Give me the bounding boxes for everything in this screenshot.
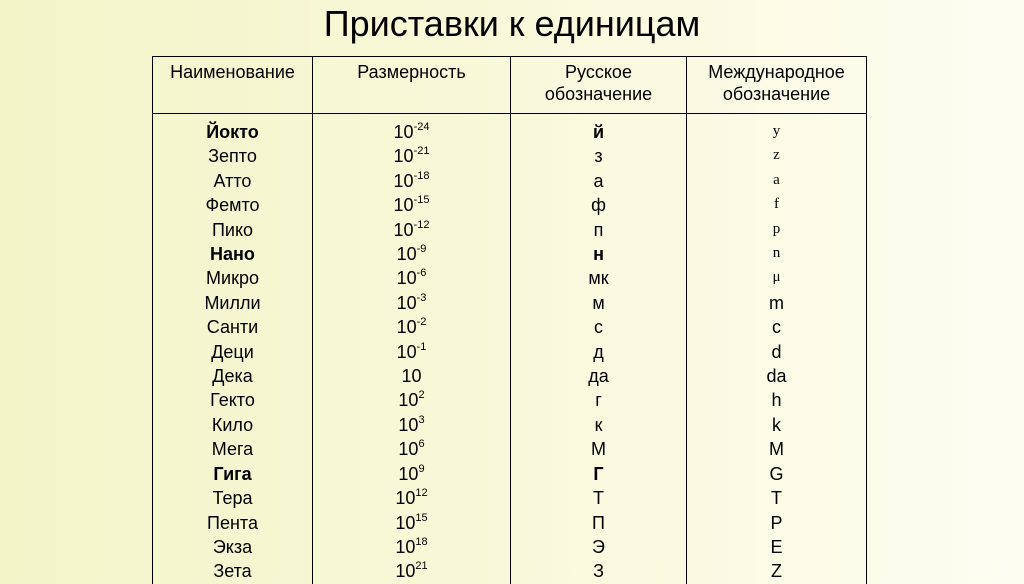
russian-symbol: с (511, 315, 687, 339)
prefix-dimension (313, 511, 511, 535)
table-header-row (153, 57, 867, 114)
prefix-name: Деци (153, 340, 313, 364)
prefix-name: Нано (153, 242, 313, 266)
russian-symbol: Т (511, 486, 687, 510)
table-row (153, 144, 867, 168)
prefix-dimension (313, 559, 511, 583)
dimension-base: 10 (396, 244, 417, 265)
prefix-dimension (313, 144, 511, 168)
table-row (153, 462, 867, 486)
russian-symbol: З (511, 559, 687, 583)
prefix-name: Дека (153, 364, 313, 388)
dimension-exponent: -3 (416, 291, 427, 304)
russian-symbol: мк (511, 266, 687, 290)
international-symbol: μ (687, 266, 867, 290)
international-symbol: c (687, 315, 867, 339)
russian-symbol: Э (511, 535, 687, 559)
international-symbol: M (687, 437, 867, 461)
dimension-base: 10 (396, 341, 417, 362)
prefix-dimension (313, 388, 511, 412)
table-row (153, 169, 867, 193)
international-symbol: m (687, 291, 867, 315)
dimension-base: 10 (398, 390, 419, 411)
table-row (153, 388, 867, 412)
column-header-russian-symbol: Русское обозначение (511, 57, 687, 114)
international-symbol: Z (687, 559, 867, 583)
dimension-exponent: -6 (416, 267, 427, 280)
dimension-exponent: 18 (415, 535, 428, 548)
dimension-exponent: 6 (418, 438, 425, 451)
prefix-dimension (313, 291, 511, 315)
table-body (153, 114, 867, 584)
table-row (153, 364, 867, 388)
prefix-name: Микро (153, 266, 313, 290)
prefix-dimension (313, 364, 511, 388)
table-row (153, 114, 867, 145)
dimension-base: 10 (395, 512, 416, 533)
russian-symbol: п (511, 218, 687, 242)
dimension-exponent: 2 (418, 389, 425, 402)
russian-symbol: н (511, 242, 687, 266)
prefix-name: Пента (153, 511, 313, 535)
dimension-exponent: -18 (413, 169, 430, 182)
russian-symbol: Г (511, 462, 687, 486)
russian-symbol: а (511, 169, 687, 193)
dimension-exponent: 9 (418, 462, 425, 475)
table-row (153, 266, 867, 290)
dimension-exponent: -15 (413, 194, 430, 207)
russian-symbol: й (511, 114, 687, 145)
international-symbol: y (687, 114, 867, 145)
table-row (153, 413, 867, 437)
dimension-base: 10 (396, 317, 417, 338)
table-row (153, 193, 867, 217)
dimension-base: 10 (395, 488, 416, 509)
prefix-name: Санти (153, 315, 313, 339)
prefix-name: Зета (153, 559, 313, 583)
prefix-table (152, 56, 867, 584)
prefix-dimension (313, 535, 511, 559)
international-symbol: G (687, 462, 867, 486)
international-symbol: f (687, 193, 867, 217)
prefix-name: Гекто (153, 388, 313, 412)
international-symbol: E (687, 535, 867, 559)
dimension-exponent: -2 (416, 316, 427, 329)
slide-title: Приставки к единицам (323, 3, 701, 44)
dimension-base: 10 (396, 268, 417, 289)
international-symbol: h (687, 388, 867, 412)
dimension-exponent: 3 (418, 413, 425, 426)
prefix-dimension (313, 218, 511, 242)
dimension-base: 10 (398, 414, 419, 435)
table-row (153, 315, 867, 339)
prefix-dimension (313, 462, 511, 486)
dimension-base: 10 (393, 170, 414, 191)
table-row (153, 340, 867, 364)
dimension-base: 10 (395, 536, 416, 557)
prefix-name: Фемто (153, 193, 313, 217)
international-symbol: d (687, 340, 867, 364)
prefix-dimension (313, 266, 511, 290)
table-row (153, 242, 867, 266)
russian-symbol: ф (511, 193, 687, 217)
table-row (153, 291, 867, 315)
dimension-base: 10 (396, 292, 417, 313)
table-row (153, 511, 867, 535)
column-header-dimension: Размерность (313, 57, 511, 114)
russian-symbol: П (511, 511, 687, 535)
international-symbol: T (687, 486, 867, 510)
table-row (153, 535, 867, 559)
prefix-dimension (313, 413, 511, 437)
russian-symbol: г (511, 388, 687, 412)
international-symbol: P (687, 511, 867, 535)
international-symbol: z (687, 144, 867, 168)
dimension-exponent: -12 (413, 218, 430, 231)
russian-symbol: м (511, 291, 687, 315)
prefix-dimension (313, 193, 511, 217)
dimension-base: 10 (393, 195, 414, 216)
prefix-name: Мега (153, 437, 313, 461)
prefix-dimension (313, 486, 511, 510)
prefix-dimension (313, 242, 511, 266)
russian-symbol: д (511, 340, 687, 364)
prefix-name: Кило (153, 413, 313, 437)
prefix-name: Экза (153, 535, 313, 559)
international-symbol: k (687, 413, 867, 437)
international-symbol: n (687, 242, 867, 266)
russian-symbol: з (511, 144, 687, 168)
russian-symbol: да (511, 364, 687, 388)
dimension-base: 10 (393, 219, 414, 240)
prefix-name: Милли (153, 291, 313, 315)
international-symbol: a (687, 169, 867, 193)
dimension-exponent: 12 (415, 487, 428, 500)
dimension-base: 10 (393, 146, 414, 167)
prefix-name: Зепто (153, 144, 313, 168)
dimension-base: 10 (398, 463, 419, 484)
dimension-exponent: 15 (415, 511, 428, 524)
russian-symbol: к (511, 413, 687, 437)
dimension-base: 10 (398, 439, 419, 460)
prefix-name: Пико (153, 218, 313, 242)
dimension-base: 10 (401, 366, 422, 387)
dimension-exponent: -9 (416, 243, 427, 256)
prefix-dimension (313, 340, 511, 364)
table-row (153, 486, 867, 510)
column-header-name: Наименование (153, 57, 313, 114)
dimension-exponent: -21 (413, 145, 430, 158)
prefix-dimension (313, 315, 511, 339)
prefix-dimension (313, 437, 511, 461)
column-header-international-symbol: Международное обозначение (687, 57, 867, 114)
prefix-name: Гига (153, 462, 313, 486)
dimension-exponent: -1 (416, 340, 427, 353)
international-symbol: p (687, 218, 867, 242)
dimension-exponent: -24 (413, 121, 430, 133)
table-row (153, 559, 867, 583)
dimension-exponent: 21 (415, 560, 428, 573)
prefix-name: Йокто (153, 114, 313, 145)
international-symbol: da (687, 364, 867, 388)
prefix-dimension (313, 169, 511, 193)
prefix-name: Атто (153, 169, 313, 193)
russian-symbol: М (511, 437, 687, 461)
dimension-base: 10 (395, 561, 416, 582)
prefix-dimension (313, 114, 511, 145)
table-row (153, 437, 867, 461)
table-row (153, 218, 867, 242)
dimension-base: 10 (393, 122, 414, 142)
prefix-name: Тера (153, 486, 313, 510)
